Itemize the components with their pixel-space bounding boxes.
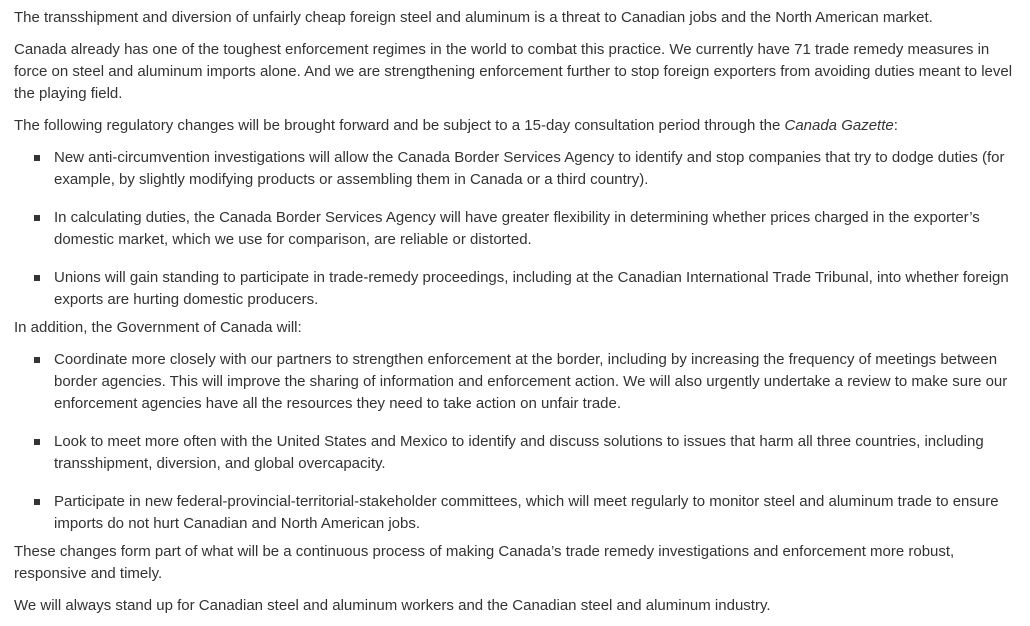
list-item	[54, 491, 1016, 535]
list-item-text: Look to meet more often with the United States and Mexico to identify and discuss solutions to issues that harm all three countries, including transshipment, diversion, and global overcapacity.	[54, 433, 984, 472]
list-item	[54, 207, 1016, 251]
changes-summary-paragraph: These changes form part of what will be a continuous process of making Canada’s trade remedy investigations and enforcement more robust, responsive and timely.	[14, 543, 955, 582]
government-actions-list	[14, 349, 1016, 535]
closing-paragraph: We will always stand up for Canadian steel and aluminum workers and the Canadian steel and aluminum industry.	[14, 597, 771, 614]
square-bullet-icon	[34, 275, 40, 281]
intro-paragraph: The transshipment and diversion of unfairly cheap foreign steel and aluminum is a threat to Canadian jobs and the North American market.	[14, 9, 933, 26]
square-bullet-icon	[34, 499, 40, 505]
government-intro-paragraph: In addition, the Government of Canada will:	[14, 319, 302, 336]
list-item	[54, 431, 1016, 475]
canada-gazette-title: Canada Gazette	[784, 117, 894, 134]
enforcement-paragraph: Canada already has one of the toughest enforcement regimes in the world to combat this practice. We currently have 71 trade remedy measures in force on steel and aluminum imports alone. And we are strengthening enforcement further to stop foreign exporters from avoiding duties meant to level the playing field.	[14, 41, 1013, 102]
list-item-text: Unions will gain standing to participate in trade-remedy proceedings, including at the Canadian International Trade Tribunal, into whether foreign exports are hurting domestic producers.	[54, 269, 1009, 308]
regulatory-intro-colon: :	[893, 117, 898, 134]
regulatory-intro-text: The following regulatory changes will be brought forward and be subject to a 15-day consultation period through the	[14, 117, 785, 134]
regulatory-intro-paragraph	[14, 115, 1016, 137]
square-bullet-icon	[34, 215, 40, 221]
list-item	[54, 147, 1016, 191]
list-item-text: Coordinate more closely with our partners to strengthen enforcement at the border, including by increasing the frequency of meetings between border agencies. This will improve the sharing of information and enforcement action. We will also urgently undertake a review to make sure our enforcement agencies have all the resources they need to take action on unfair trade.	[54, 351, 1008, 412]
list-item	[54, 349, 1016, 415]
list-item-text: Participate in new federal-provincial-territorial-stakeholder committees, which will meet regularly to monitor steel and aluminum trade to ensure imports do not hurt Canadian and North American jobs.	[54, 493, 999, 532]
square-bullet-icon	[34, 439, 40, 445]
list-item	[54, 267, 1016, 311]
regulatory-changes-list	[14, 147, 1016, 311]
list-item-text: New anti-circumvention investigations will allow the Canada Border Services Agency to identify and stop companies that try to dodge duties (for example, by slightly modifying products or assembling them in Canada or a third country).	[54, 149, 1005, 188]
square-bullet-icon	[34, 357, 40, 363]
square-bullet-icon	[34, 155, 40, 161]
list-item-text: In calculating duties, the Canada Border Services Agency will have greater flexibility in determining whether prices charged in the exporter’s domestic market, which we use for comparison, are reliable or distorted.	[54, 209, 980, 248]
